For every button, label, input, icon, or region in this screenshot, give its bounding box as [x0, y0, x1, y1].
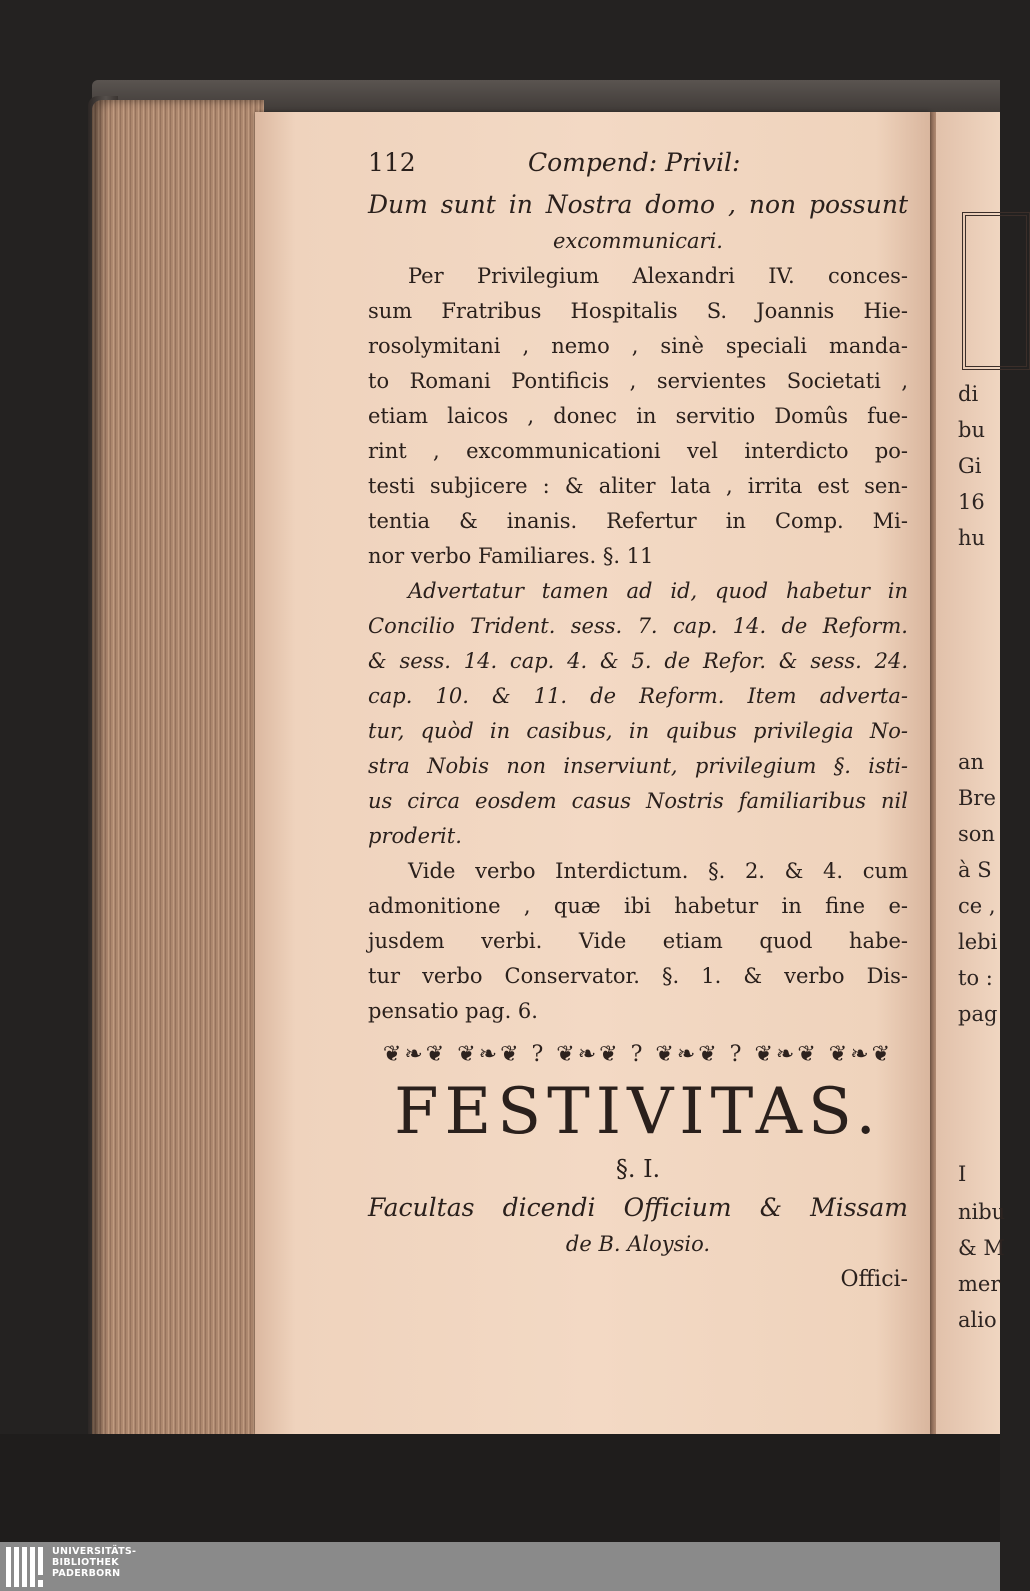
facing-page-fragment: ce ,	[958, 894, 996, 918]
paragraph-privilegium	[368, 259, 908, 574]
ornament-divider: ❦❧❦ ❦❧❦ ? ❦❧❦ ? ❦❧❦ ? ❦❧❦ ❦❧❦	[382, 1042, 894, 1067]
page-edges	[92, 100, 264, 1450]
facing-page-fragment: à S	[958, 858, 992, 882]
text-line: tur, quòd in casibus, in quibus privilegia No-	[368, 719, 908, 743]
subheading-line: de B. Aloysio.	[565, 1232, 711, 1256]
facing-page-frame	[962, 212, 1030, 370]
text-line: rosolymitani , nemo , sinè speciali manda-	[368, 334, 908, 358]
section-mark: §. I.	[615, 1155, 661, 1183]
text-line: pensatio pag. 6.	[368, 999, 538, 1023]
library-logo-icon	[6, 1547, 48, 1587]
facing-page-fragment: Bre	[958, 786, 996, 810]
facing-page-fragment: nibu	[958, 1200, 1006, 1224]
logo-line: PADERBORN	[52, 1568, 121, 1579]
scan-background-bottom	[0, 1434, 1000, 1542]
facing-page-fragment: alio	[958, 1308, 997, 1332]
facing-page-fragment: hu	[958, 526, 986, 550]
facing-page-fragment: di	[958, 382, 979, 406]
facing-page-fragment: lebi	[958, 930, 998, 954]
text-line: cap. 10. & 11. de Reform. Item adverta-	[368, 684, 908, 708]
page-text	[368, 140, 908, 1297]
running-header	[368, 140, 908, 186]
facing-page-fragment: an	[958, 750, 985, 774]
text-line: rint , excommunicationi vel interdicto po-	[368, 439, 908, 463]
running-title: Compend: Privil:	[528, 148, 741, 177]
facing-page-fragment: bu	[958, 418, 985, 442]
subheading-line: Facultas dicendi Officium & Missam	[368, 1193, 908, 1222]
text-line: Advertatur tamen ad id, quod habetur in	[408, 579, 908, 603]
facing-page-fragment: & M	[958, 1236, 1005, 1260]
facing-page-fragment: Gi	[958, 454, 982, 478]
text-line: etiam laicos , donec in servitio Domûs fue-	[368, 404, 908, 428]
text-line: tur verbo Conservator. §. 1. & verbo Dis-	[368, 964, 908, 988]
text-line: Vide verbo Interdictum. §. 2. & 4. cum	[408, 859, 908, 883]
page-number: 112	[368, 148, 416, 177]
section-title: FESTIVITAS.	[394, 1075, 882, 1149]
text-line: testi subjicere : & aliter lata , irrita est sen-	[368, 474, 908, 498]
facing-page-fragment: son	[958, 822, 995, 846]
paragraph-advertatur	[368, 574, 908, 854]
text-line: sum Fratribus Hospitalis S. Joannis Hie-	[368, 299, 908, 323]
facing-page	[930, 112, 1006, 1434]
text-line: us circa eosdem casus Nostris familiaribus nil	[368, 789, 908, 813]
text-line: to Romani Pontificis , servientes Societati ,	[368, 369, 908, 393]
facing-page-fragment: I	[958, 1162, 967, 1186]
facing-page-fragment: 16	[958, 490, 985, 514]
paragraph-vide	[368, 854, 908, 1029]
logo-line: UNIVERSITÄTS-	[52, 1546, 137, 1557]
logo-line: BIBLIOTHEK	[52, 1557, 119, 1568]
facing-page-fragment: pag	[958, 1002, 998, 1026]
text-line: Per Privilegium Alexandri IV. conces-	[408, 264, 908, 288]
heading-line: excommunicari.	[553, 229, 723, 253]
text-line: jusdem verbi. Vide etiam quod habe-	[368, 929, 908, 953]
text-line: & sess. 14. cap. 4. & 5. de Refor. & sess. 24.	[368, 649, 908, 673]
text-line: tentia & inanis. Refertur in Comp. Mi-	[368, 509, 908, 533]
text-line: nor verbo Familiares. §. 11	[368, 544, 654, 568]
facing-page-fragment: mer	[958, 1272, 1001, 1296]
text-line: proderit.	[368, 824, 462, 848]
text-line: Concilio Trident. sess. 7. cap. 14. de Reform.	[368, 614, 908, 638]
text-line: admonitione , quæ ibi habetur in fine e-	[368, 894, 908, 918]
heading-line: Dum sunt in Nostra domo , non possunt	[368, 190, 908, 219]
catchword: Offici-	[840, 1267, 908, 1292]
facing-page-fragment: to :	[958, 966, 993, 990]
text-line: stra Nobis non inserviunt, privilegium §. isti-	[368, 754, 908, 778]
library-footer-bar	[0, 1542, 1000, 1591]
library-logo-text	[52, 1546, 136, 1579]
